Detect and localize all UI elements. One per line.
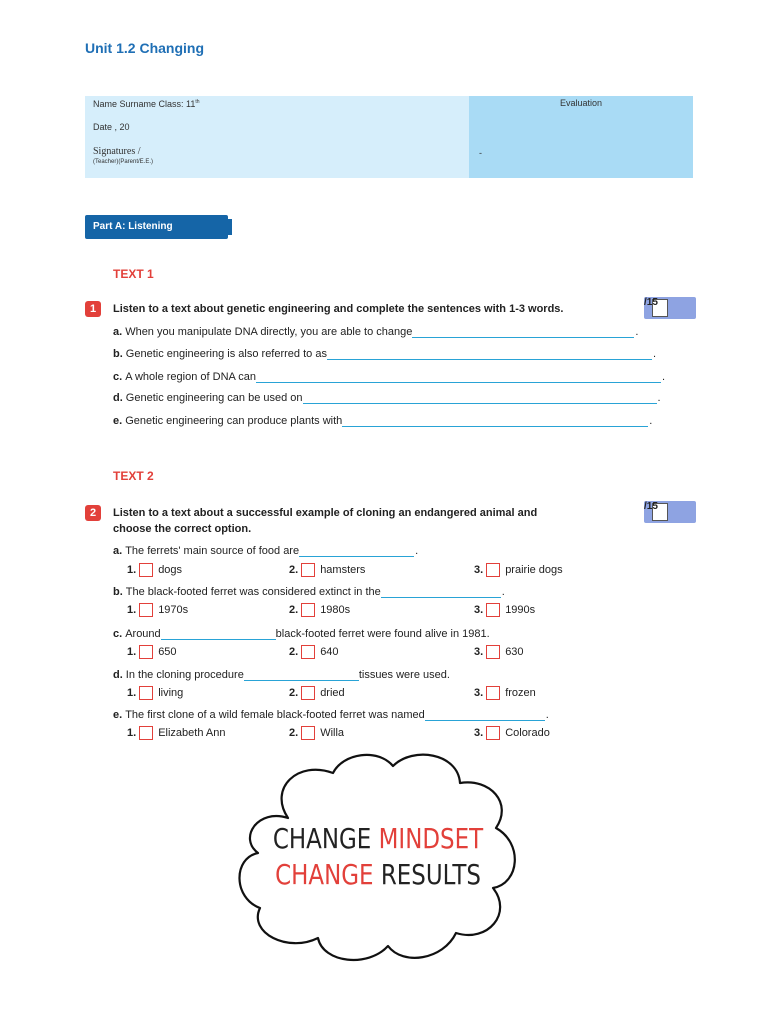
slogan-line-1: CHANGE MINDSET: [272, 822, 484, 855]
mindset-cloud: [228, 748, 528, 968]
question-2e: e. The first clone of a wild female black-footed ferret was named .: [113, 709, 549, 721]
checkbox[interactable]: [486, 563, 500, 577]
question-1-instruction: Listen to a text about genetic engineering and complete the sentences with 1-3 words.: [113, 303, 564, 315]
option-2c-1[interactable]: 1. 650: [127, 646, 177, 658]
question-2-score: [644, 501, 696, 523]
checkbox[interactable]: [301, 686, 315, 700]
option-2e-3[interactable]: 3. Colorado: [474, 727, 550, 739]
answer-blank[interactable]: [412, 325, 634, 338]
question-2b: b. The black-footed ferret was considered extinct in the .: [113, 586, 505, 598]
option-2c-2[interactable]: 2. 640: [289, 646, 339, 658]
checkbox[interactable]: [139, 563, 153, 577]
evaluation-label: Evaluation: [559, 98, 603, 108]
checkbox[interactable]: [486, 726, 500, 740]
checkbox[interactable]: [486, 686, 500, 700]
question-2-badge: 2: [85, 505, 101, 521]
option-2e-2[interactable]: 2. Willa: [289, 727, 345, 739]
evaluation-panel: [469, 96, 693, 178]
sentence-1c: c. A whole region of DNA can .: [113, 371, 666, 383]
checkbox[interactable]: [301, 603, 315, 617]
question-1-badge: 1: [85, 301, 101, 317]
student-info-panel: [85, 96, 469, 178]
sentence-1e: e. Genetic engineering can produce plants with .: [113, 415, 653, 427]
text2-heading: TEXT 2: [113, 469, 154, 483]
option-2a-1[interactable]: 1. dogs: [127, 564, 183, 576]
signature-roles: (Teacher)(Parent/E.E.): [93, 159, 154, 165]
sentence-1d: d. Genetic engineering can be used on .: [113, 392, 661, 404]
checkbox[interactable]: [139, 645, 153, 659]
checkbox[interactable]: [486, 645, 500, 659]
option-2a-2[interactable]: 2. hamsters: [289, 564, 366, 576]
option-2b-3[interactable]: 3. 1990s: [474, 604, 536, 616]
text1-heading: TEXT 1: [113, 267, 154, 281]
sentence-1a: a. When you manipulate DNA directly, you are able to change .: [113, 326, 639, 338]
checkbox[interactable]: [301, 645, 315, 659]
question-2c: c. Around black-footed ferret were found alive in 1981.: [113, 628, 490, 640]
student-info-box: [85, 96, 693, 178]
date-line[interactable]: Date , 20: [93, 122, 130, 132]
answer-blank[interactable]: [299, 544, 414, 557]
question-2-instruction-line1: Listen to a text about a successful example of cloning an endangered animal and: [113, 507, 538, 519]
evaluation-mark: -: [479, 148, 482, 158]
answer-blank[interactable]: [244, 668, 359, 681]
option-2a-3[interactable]: 3. prairie dogs: [474, 564, 563, 576]
option-2d-3[interactable]: 3. frozen: [474, 687, 536, 699]
question-2a: a. The ferrets' main source of food are .: [113, 545, 419, 557]
name-class-line[interactable]: Name Surname Class: 11th: [93, 99, 200, 109]
answer-blank[interactable]: [342, 414, 648, 427]
answer-blank[interactable]: [425, 708, 545, 721]
signatures-line[interactable]: Signatures /: [93, 146, 141, 157]
answer-blank[interactable]: [327, 347, 652, 360]
unit-title: Unit 1.2 Changing: [85, 40, 204, 56]
checkbox[interactable]: [301, 563, 315, 577]
checkbox[interactable]: [139, 603, 153, 617]
option-2d-1[interactable]: 1. living: [127, 687, 184, 699]
checkbox[interactable]: [139, 686, 153, 700]
checkbox[interactable]: [139, 726, 153, 740]
question-2-instruction-line2: choose the correct option.: [113, 523, 252, 535]
option-2d-2[interactable]: 2. dried: [289, 687, 345, 699]
part-a-tab: Part A: Listening: [85, 215, 228, 239]
answer-blank[interactable]: [303, 391, 657, 404]
slogan-line-2: CHANGE RESULTS: [275, 858, 481, 891]
option-2e-1[interactable]: 1. Elizabeth Ann: [127, 727, 226, 739]
checkbox[interactable]: [486, 603, 500, 617]
answer-blank[interactable]: [381, 585, 501, 598]
answer-blank[interactable]: [161, 627, 276, 640]
answer-blank[interactable]: [256, 370, 661, 383]
question-1-score: [644, 297, 696, 319]
score-label: /15: [644, 501, 658, 512]
question-2d: d. In the cloning procedure tissues were used.: [113, 669, 450, 681]
option-2c-3[interactable]: 3. 630: [474, 646, 524, 658]
option-2b-2[interactable]: 2. 1980s: [289, 604, 351, 616]
score-label: /15: [644, 297, 658, 308]
option-2b-1[interactable]: 1. 1970s: [127, 604, 189, 616]
checkbox[interactable]: [301, 726, 315, 740]
sentence-1b: b. Genetic engineering is also referred to as .: [113, 348, 657, 360]
